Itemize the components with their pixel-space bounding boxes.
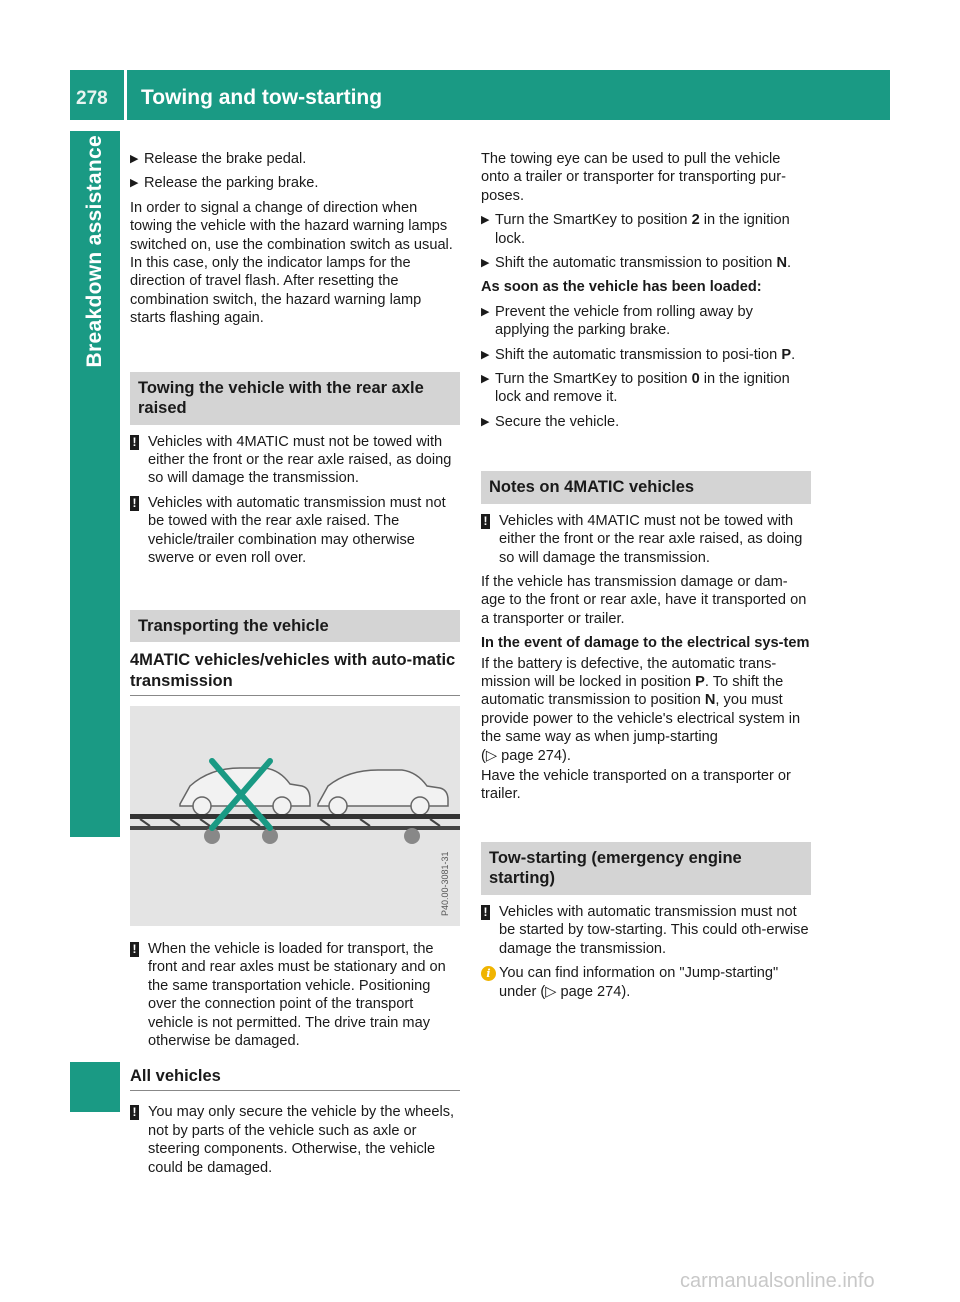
instruction-step: ▶ Turn the SmartKey to position 0 in the ignition lock and remove it. [481,371,790,406]
chapter-label: Breakdown assistance [83,135,106,368]
subheading: 4MATIC vehicles/vehicles with auto-matic transmission [130,650,460,696]
paragraph: If the vehicle has transmission damage or dam-age to the front or rear axle, have it transported on a transporter or trailer. [481,574,807,627]
warning-icon: ! [481,514,490,529]
watermark: carmanualsonline.info [680,1270,875,1292]
instruction-step: ▶ Release the brake pedal. [130,151,307,167]
warning-icon: ! [130,1105,139,1120]
arrow-right-icon: ▶ [481,305,490,318]
arrow-right-icon: ▶ [130,177,139,190]
instruction-step: ▶ Turn the SmartKey to position 2 in the ignition lock. [481,212,790,247]
instruction-step: ▶ Secure the vehicle. [481,413,620,430]
instruction-step: ▶ Shift the automatic transmission to position N. [481,255,792,272]
instruction-step: ▶ Release the parking brake. [130,175,319,192]
warning-icon: ! [481,905,490,920]
paragraph: If the battery is defective, the automatic trans-mission will be locked in position P. To shift the automatic transmission to position N, you must provide power to the vehicle's electrical system in the same way as when jump-starting (▷ page 274). [481,655,801,764]
warning-icon: ! [130,942,139,957]
chapter-marker [70,1062,120,1112]
arrow-right-icon: ▶ [130,153,139,165]
warning-icon: ! [130,435,139,450]
figure-code: P40.00-3081-31 [440,851,450,916]
bold-heading: In the event of damage to the electrical sys-tem [481,635,810,652]
section-heading: Notes on 4MATIC vehicles [481,471,811,504]
section-heading: Transporting the vehicle [130,610,460,643]
arrow-right-icon: ▶ [481,373,490,386]
paragraph: Have the vehicle transported on a transporter or trailer. [481,768,791,803]
section-heading: Towing the vehicle with the rear axle raised [130,372,460,425]
arrow-right-icon: ▶ [481,415,490,428]
instruction-step: ▶ Shift the automatic transmission to posi-tion P. [481,346,796,363]
subheading: All vehicles [130,1066,460,1091]
instruction-step: ▶ Prevent the vehicle from rolling away by applying the parking brake. [481,303,753,339]
warning-note: ! Vehicles with 4MATIC must not be towed with either the front or the rear axle raised, as doing so will damage the transmission. [481,512,811,567]
page-title: Towing and tow-starting [141,86,383,109]
header-divider [124,70,127,120]
warning-icon: ! [130,496,139,511]
info-note: i You can find information on "Jump-starting" under (▷ page 274). [481,964,811,1001]
arrow-right-icon: ▶ [481,257,490,270]
arrow-right-icon: ▶ [481,214,490,227]
warning-note: ! Vehicles with automatic transmission must not be towed with the rear axle raised. The vehicle/trailer combination may otherwise swerve or even roll over. [130,494,460,568]
paragraph: In order to signal a change of direction when towing the vehicle with the hazard warning lamps switched on, use the combination switch as usual. In this case, only the indicator lamps for the direction of travel flash. After resetting the combination switch, the hazard warning lamp starts flashing again. [130,199,453,327]
warning-note: ! Vehicles with automatic transmission must not be started by tow-starting. This could oth-erwise damage the transmission. [481,903,811,958]
right-column [481,150,811,1007]
page-number: 278 [76,88,108,109]
left-column [130,150,460,1183]
transport-illustration [130,706,460,926]
warning-note: ! You may only secure the vehicle by the wheels, not by parts of the vehicle such as axle or steering components. Otherwise, the vehicle could be damaged. [130,1103,460,1177]
paragraph: The towing eye can be used to pull the vehicle onto a trailer or transporter for transporting pur-poses. [481,151,786,204]
page-reference-link[interactable]: (▷ page 274). [481,747,571,764]
chapter-tab [70,131,120,837]
warning-note: ! Vehicles with 4MATIC must not be towed with either the front or the rear axle raised, as doing so will damage the transmission. [130,433,460,488]
info-icon: i [481,966,496,981]
warning-note: ! When the vehicle is loaded for transport, the front and rear axles must be stationary and on the same transportation vehicle. Positioning over the connection point of the transport vehicle is not permitted. The drive train may otherwise be damaged. [130,940,460,1050]
arrow-right-icon: ▶ [481,348,490,361]
transport-diagram-svg [130,706,460,926]
bold-heading: As soon as the vehicle has been loaded: [481,279,762,296]
section-heading: Tow-starting (emergency engine starting) [481,842,811,895]
